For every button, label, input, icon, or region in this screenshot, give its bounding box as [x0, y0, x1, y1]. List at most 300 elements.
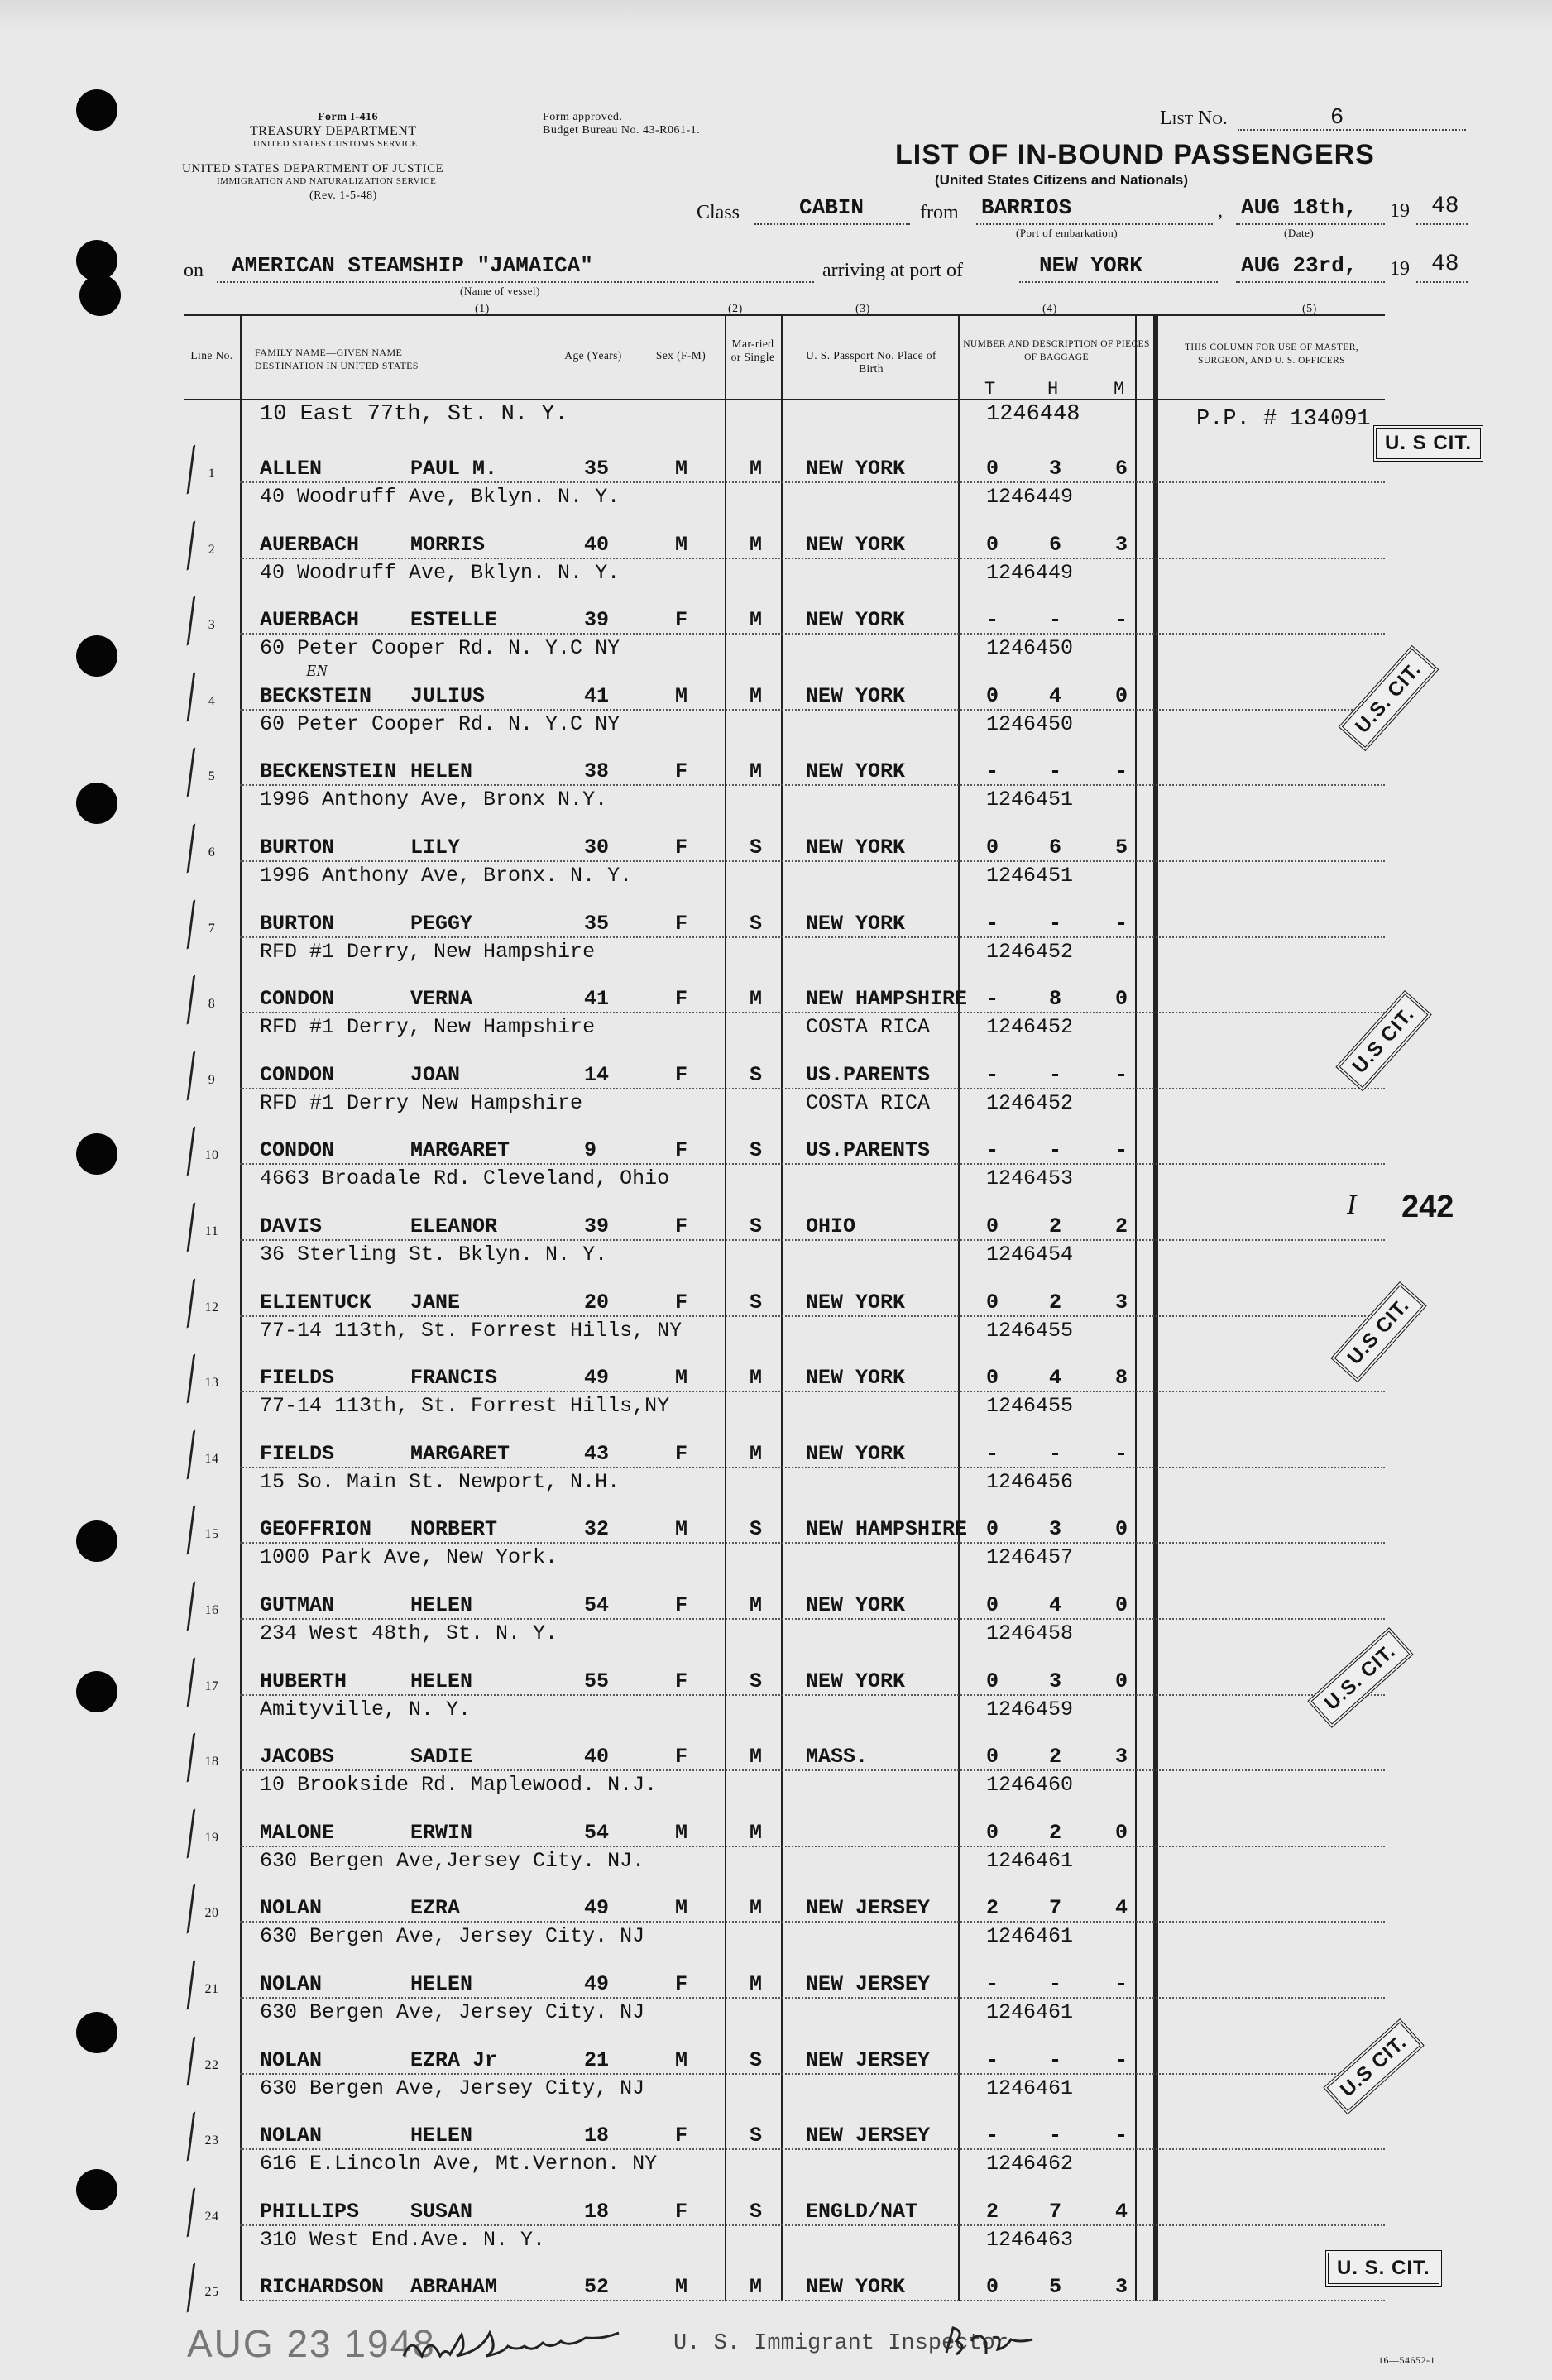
destination-address: 1000 Park Ave, New York. — [260, 1545, 558, 1570]
given-name: JOAN — [410, 1062, 461, 1087]
baggage-m: 3 — [1115, 532, 1128, 557]
arrival-year-prefix: 19 — [1390, 258, 1410, 280]
given-name: HELEN — [410, 1972, 473, 1996]
baggage-ticket: 1246461 — [986, 1924, 1074, 1949]
age: 41 — [584, 987, 610, 1012]
given-name: HELEN — [410, 2124, 473, 2148]
row-dotted-line — [240, 2073, 1385, 2075]
hdr-age: Age (Years) — [564, 349, 622, 362]
baggage-t: - — [986, 911, 999, 936]
baggage-m: - — [1115, 608, 1128, 633]
checkmark-icon: ╱ — [170, 1813, 207, 1856]
baggage-t: - — [986, 608, 999, 633]
family-name: PHILLIPS — [260, 2199, 360, 2224]
destination-address: 10 Brookside Rd. Maplewood. N.J. — [260, 1773, 658, 1798]
given-name: ERWIN — [410, 1820, 473, 1845]
birthplace: NEW YORK — [806, 1441, 906, 1466]
destination-address: 77-14 113th, St. Forrest Hills,NY — [260, 1394, 670, 1419]
hdr-h: H — [1047, 379, 1059, 400]
sex: M — [675, 457, 688, 481]
checkmark-icon: ╱ — [170, 601, 207, 644]
line-number: 19 — [204, 1830, 219, 1845]
row-dotted-line — [240, 2224, 1385, 2226]
birthplace: NEW YORK — [806, 683, 906, 708]
hdr-passport: U. S. Passport No. Place of Birth — [806, 349, 936, 375]
birthplace: NEW YORK — [806, 1593, 906, 1617]
col-num-4: (4) — [1042, 303, 1057, 315]
given-name: ABRAHAM — [410, 2275, 498, 2300]
birthplace: NEW JERSEY — [806, 1972, 931, 1996]
age: 9 — [584, 1138, 597, 1163]
age: 39 — [584, 1214, 610, 1238]
marital-status: M — [750, 1745, 763, 1769]
form-approved: Form approved. — [543, 111, 623, 123]
sex: F — [675, 2124, 688, 2148]
sex: M — [675, 1820, 688, 1845]
arrival-year: 48 — [1431, 251, 1459, 277]
class-line — [754, 223, 910, 225]
arrival-port: NEW YORK — [1039, 253, 1142, 278]
line-number: 15 — [204, 1527, 219, 1542]
sex: M — [675, 1366, 688, 1391]
baggage-h: 8 — [1049, 987, 1062, 1012]
arrival-date-stamp: AUG 23 1948 — [187, 2322, 436, 2365]
arrival-year-line — [1416, 281, 1468, 283]
destination-address: 77-14 113th, St. Forrest Hills, NY — [260, 1318, 683, 1343]
destination-address: 4663 Broadale Rd. Cleveland, Ohio — [260, 1166, 670, 1191]
family-name: NOLAN — [260, 2124, 323, 2148]
baggage-ticket: 1246451 — [986, 864, 1074, 888]
baggage-h: 7 — [1049, 2199, 1062, 2224]
given-name: HELEN — [410, 1669, 473, 1693]
line-number: 12 — [204, 1300, 219, 1315]
baggage-m: 2 — [1115, 1214, 1128, 1238]
class-label: Class — [697, 202, 740, 223]
birthplace: NEW YORK — [806, 759, 906, 784]
sex: F — [675, 987, 688, 1012]
birthplace: MASS. — [806, 1745, 869, 1769]
sail-year: 48 — [1431, 194, 1459, 219]
family-name: AUERBACH — [260, 532, 360, 557]
header-rule — [184, 399, 1385, 400]
binder-hole — [76, 2169, 117, 2210]
marital-status: S — [750, 836, 763, 860]
checkmark-icon: ╱ — [170, 2268, 207, 2311]
arriving-label: arriving at port of — [822, 260, 963, 281]
sex: M — [675, 2047, 688, 2072]
page-subtitle: (United States Citizens and Nationals) — [935, 172, 1189, 188]
col-num-5: (5) — [1302, 303, 1317, 315]
checkmark-icon: ╱ — [170, 1738, 207, 1781]
given-name: ESTELLE — [410, 608, 498, 633]
marital-status: M — [750, 1972, 763, 1996]
baggage-ticket: 1246452 — [986, 1015, 1074, 1040]
destination-address: 15 So. Main St. Newport, N.H. — [260, 1469, 620, 1494]
marital-status: M — [750, 1896, 763, 1921]
line-number: 2 — [208, 542, 216, 557]
birthplace: NEW YORK — [806, 608, 906, 633]
binder-hole — [76, 1520, 117, 1562]
baggage-m: 5 — [1115, 836, 1128, 860]
form-code: 16—54652-1 — [1378, 2354, 1435, 2366]
baggage-m: 0 — [1115, 987, 1128, 1012]
marital-status: M — [750, 532, 763, 557]
baggage-ticket: 1246452 — [986, 939, 1074, 964]
line-number: 17 — [204, 1678, 219, 1693]
birthplace: NEW JERSEY — [806, 2124, 931, 2148]
birthplace: US.PARENTS — [806, 1138, 931, 1163]
age: 20 — [584, 1290, 610, 1315]
checkmark-icon: ╱ — [170, 525, 207, 568]
baggage-h: 2 — [1049, 1214, 1062, 1238]
given-name: NORBERT — [410, 1517, 498, 1542]
sex: M — [675, 1896, 688, 1921]
arrival-date-line — [1236, 281, 1385, 283]
hdr-married: Mar-ried or Single — [730, 338, 775, 363]
row-dotted-line — [240, 1391, 1385, 1392]
given-name: SADIE — [410, 1745, 473, 1769]
baggage-h: 3 — [1049, 1669, 1062, 1693]
age: 38 — [584, 759, 610, 784]
baggage-ticket: 1246458 — [986, 1621, 1074, 1645]
row-dotted-line — [240, 1769, 1385, 1771]
baggage-t: 0 — [986, 1820, 999, 1845]
family-name: JACOBS — [260, 1745, 335, 1769]
year-prefix: 19 — [1390, 200, 1410, 222]
treasury-dept: TREASURY DEPARTMENT — [250, 124, 417, 138]
port-embark-caption: (Port of embarkation) — [1016, 227, 1118, 239]
row-dotted-line — [240, 558, 1385, 559]
baggage-ticket: 1246463 — [986, 2227, 1074, 2252]
marital-status: S — [750, 2124, 763, 2148]
baggage-m: - — [1115, 759, 1128, 784]
family-name: CONDON — [260, 1062, 335, 1087]
marital-status: M — [750, 2275, 763, 2300]
birthplace: NEW YORK — [806, 1669, 906, 1693]
top-address: 10 East 77th, St. N. Y. — [260, 402, 568, 427]
checkmark-icon: ╱ — [170, 2041, 207, 2084]
binder-hole — [76, 1133, 117, 1175]
checkmark-icon: ╱ — [170, 449, 207, 493]
row-dotted-line — [240, 860, 1385, 862]
baggage-ticket: 1246457 — [986, 1545, 1074, 1570]
baggage-t: 0 — [986, 1290, 999, 1315]
line-number: 4 — [208, 693, 216, 708]
baggage-ticket: 1246459 — [986, 1697, 1074, 1722]
checkmark-icon: ╱ — [170, 677, 207, 720]
form-number: Form I-416 — [318, 111, 379, 123]
destination-address: RFD #1 Derry New Hampshire — [260, 1090, 583, 1115]
inspector-initials — [941, 2316, 1041, 2366]
from-value: BARRIOS — [981, 195, 1072, 220]
class-value: CABIN — [799, 195, 865, 220]
line-number: 20 — [204, 1906, 219, 1921]
given-name: PEGGY — [410, 911, 473, 936]
hdr-t: T — [984, 379, 996, 400]
marital-status: M — [750, 683, 763, 708]
marital-status: S — [750, 1669, 763, 1693]
checkmark-icon: ╱ — [170, 1586, 207, 1630]
birthplace: OHIO — [806, 1214, 856, 1238]
given-name: MARGARET — [410, 1138, 510, 1163]
inspector-label: U. S. Immigrant Inspector — [673, 2331, 1009, 2356]
baggage-ticket: 1246454 — [986, 1243, 1074, 1267]
baggage-m: - — [1115, 911, 1128, 936]
family-name: ELIENTUCK — [260, 1290, 372, 1315]
baggage-m: - — [1115, 1138, 1128, 1163]
margin-number: 242 — [1401, 1190, 1454, 1224]
family-name: HUBERTH — [260, 1669, 347, 1693]
birthplace-note: COSTA RICA — [806, 1015, 931, 1040]
hdr-sex: Sex (F-M) — [655, 349, 707, 362]
list-no-line — [1238, 129, 1466, 131]
binder-hole — [76, 2012, 117, 2053]
baggage-t: 0 — [986, 457, 999, 481]
given-name: MARGARET — [410, 1441, 510, 1466]
given-name: HELEN — [410, 1593, 473, 1617]
age: 54 — [584, 1593, 610, 1617]
age: 18 — [584, 2124, 610, 2148]
age: 54 — [584, 1820, 610, 1845]
baggage-ticket: 1246456 — [986, 1469, 1074, 1494]
marital-status: M — [750, 1820, 763, 1845]
destination-address: RFD #1 Derry, New Hampshire — [260, 939, 596, 964]
us-cit-stamp: U. S. CIT. — [1325, 2250, 1442, 2287]
baggage-t: 2 — [986, 1896, 999, 1921]
margin-tick: I — [1347, 1190, 1357, 1220]
destination-address: 630 Bergen Ave, Jersey City. NJ — [260, 1924, 645, 1949]
marital-status: M — [750, 608, 763, 633]
given-name: MORRIS — [410, 532, 486, 557]
baggage-h: 4 — [1049, 683, 1062, 708]
birthplace: ENGLD/NAT — [806, 2199, 918, 2224]
baggage-ticket: 1246452 — [986, 1090, 1074, 1115]
destination-address: 1996 Anthony Ave, Bronx N.Y. — [260, 788, 608, 812]
comma: , — [1218, 200, 1223, 222]
sex: F — [675, 1593, 688, 1617]
family-name: BECKENSTEIN — [260, 759, 397, 784]
age: 21 — [584, 2047, 610, 2072]
family-name: GEOFFRION — [260, 1517, 372, 1542]
marital-status: S — [750, 1062, 763, 1087]
marital-status: M — [750, 1441, 763, 1466]
given-name: JULIUS — [410, 683, 486, 708]
hdr-line-no: Line No. — [190, 349, 233, 362]
family-name: AUERBACH — [260, 608, 360, 633]
arrival-date: AUG 23rd, — [1241, 253, 1358, 278]
binder-hole — [76, 783, 117, 824]
inspector-signature — [397, 2323, 670, 2373]
family-name: FIELDS — [260, 1366, 335, 1391]
row-dotted-line — [240, 1012, 1385, 1013]
baggage-m: - — [1115, 1441, 1128, 1466]
vessel-name: AMERICAN STEAMSHIP "JAMAICA" — [232, 253, 593, 278]
age: 40 — [584, 1745, 610, 1769]
date-line — [1236, 223, 1385, 225]
baggage-h: 4 — [1049, 1593, 1062, 1617]
baggage-t: - — [986, 987, 999, 1012]
age: 18 — [584, 2199, 610, 2224]
birthplace: NEW YORK — [806, 1290, 906, 1315]
line-number: 3 — [208, 618, 216, 633]
baggage-m: 3 — [1115, 2275, 1128, 2300]
justice-dept: UNITED STATES DEPARTMENT OF JUSTICE — [182, 162, 444, 175]
from-label: from — [920, 202, 959, 223]
baggage-t: 0 — [986, 1669, 999, 1693]
baggage-t: - — [986, 1441, 999, 1466]
sex: F — [675, 759, 688, 784]
on-label: on — [184, 260, 204, 281]
given-name: EZRA Jr — [410, 2047, 498, 2072]
destination-address: Amityville, N. Y. — [260, 1697, 472, 1722]
destination-address: 1996 Anthony Ave, Bronx. N. Y. — [260, 864, 633, 888]
birthplace: NEW YORK — [806, 532, 906, 557]
baggage-m: 4 — [1115, 2199, 1128, 2224]
line-number: 21 — [204, 1982, 219, 1996]
line-number: 14 — [204, 1451, 219, 1466]
baggage-t: - — [986, 2124, 999, 2148]
customs-service: UNITED STATES CUSTOMS SERVICE — [253, 139, 418, 149]
line-number: 9 — [208, 1072, 216, 1087]
binder-hole — [79, 275, 121, 316]
destination-address: RFD #1 Derry, New Hampshire — [260, 1015, 596, 1040]
row-dotted-line — [240, 1088, 1385, 1089]
family-name: RICHARDSON — [260, 2275, 385, 2300]
family-name: BURTON — [260, 911, 335, 936]
row-dotted-line — [240, 2148, 1385, 2150]
us-cit-stamp: U.S. CIT. — [1339, 645, 1439, 751]
baggage-h: - — [1049, 1062, 1062, 1087]
line-number: 22 — [204, 2057, 219, 2072]
checkmark-icon: ╱ — [170, 980, 207, 1023]
marital-status: S — [750, 2199, 763, 2224]
sex: F — [675, 1745, 688, 1769]
baggage-ticket: 1246461 — [986, 1848, 1074, 1873]
baggage-t: 0 — [986, 532, 999, 557]
row-dotted-line — [240, 1618, 1385, 1620]
checkmark-icon: ╱ — [170, 1511, 207, 1554]
sex: M — [675, 1517, 688, 1542]
baggage-h: - — [1049, 1441, 1062, 1466]
marital-status: S — [750, 1138, 763, 1163]
family-name: GUTMAN — [260, 1593, 335, 1617]
marital-status: S — [750, 1517, 763, 1542]
birthplace: NEW YORK — [806, 911, 906, 936]
binder-hole — [76, 89, 117, 131]
destination-address: 40 Woodruff Ave, Bklyn. N. Y. — [260, 560, 620, 585]
sex: F — [675, 608, 688, 633]
date-caption: (Date) — [1284, 227, 1315, 239]
page-title: LIST OF IN-BOUND PASSENGERS — [895, 139, 1375, 170]
list-no-label: List No. — [1160, 108, 1228, 129]
age: 14 — [584, 1062, 610, 1087]
baggage-t: 0 — [986, 1214, 999, 1238]
us-cit-stamp: U.S CIT. — [1335, 990, 1432, 1092]
sex: M — [675, 2275, 688, 2300]
baggage-h: 4 — [1049, 1366, 1062, 1391]
row-dotted-line — [240, 1239, 1385, 1241]
birthplace: US.PARENTS — [806, 1062, 931, 1087]
baggage-h: - — [1049, 2124, 1062, 2148]
checkmark-icon: ╱ — [170, 1132, 207, 1175]
given-name: FRANCIS — [410, 1366, 498, 1391]
baggage-h: - — [1049, 608, 1062, 633]
hdr-baggage: NUMBER AND DESCRIPTION OF PIECES OF BAGGAGE — [963, 339, 1150, 362]
baggage-ticket: 1246453 — [986, 1166, 1074, 1191]
checkmark-icon: ╱ — [170, 2117, 207, 2160]
line-number: 24 — [204, 2209, 219, 2224]
col-divider — [1157, 316, 1158, 2301]
line-number: 25 — [204, 2285, 219, 2300]
destination-address: 60 Peter Cooper Rd. N. Y.C NY — [260, 636, 620, 661]
baggage-ticket: 1246455 — [986, 1318, 1074, 1343]
line-number: 18 — [204, 1755, 219, 1769]
family-name: CONDON — [260, 987, 335, 1012]
baggage-m: - — [1115, 1972, 1128, 1996]
given-name: LILY — [410, 836, 461, 860]
line-number: 1 — [208, 467, 216, 481]
col-num-3: (3) — [855, 303, 870, 315]
baggage-h: 2 — [1049, 1820, 1062, 1845]
given-name: EZRA — [410, 1896, 461, 1921]
given-name: SUSAN — [410, 2199, 473, 2224]
given-name: JANE — [410, 1290, 461, 1315]
destination-address: 630 Bergen Ave,Jersey City. NJ. — [260, 1848, 645, 1873]
family-name: BURTON — [260, 836, 335, 860]
arrival-port-line — [1019, 281, 1218, 283]
scan-edge — [0, 0, 1552, 33]
baggage-m: 0 — [1115, 683, 1128, 708]
baggage-h: - — [1049, 759, 1062, 784]
baggage-ticket: 1246461 — [986, 2076, 1074, 2100]
sex: F — [675, 836, 688, 860]
birthplace: NEW JERSEY — [806, 1896, 931, 1921]
age: 52 — [584, 2275, 610, 2300]
sex: F — [675, 1972, 688, 1996]
baggage-t: - — [986, 1062, 999, 1087]
baggage-ticket: 1246462 — [986, 2152, 1074, 2176]
vessel-line — [217, 281, 814, 283]
given-name: VERNA — [410, 987, 473, 1012]
marital-status: M — [750, 1366, 763, 1391]
baggage-ticket: 1246449 — [986, 560, 1074, 585]
baggage-m: 3 — [1115, 1745, 1128, 1769]
hdr-m: M — [1114, 379, 1125, 400]
baggage-ticket: 1246450 — [986, 636, 1074, 661]
row-dotted-line — [240, 1163, 1385, 1165]
family-name: NOLAN — [260, 1972, 323, 1996]
col-divider — [958, 316, 960, 2301]
marital-status: M — [750, 987, 763, 1012]
baggage-m: 0 — [1115, 1593, 1128, 1617]
baggage-m: 6 — [1115, 457, 1128, 481]
checkmark-icon: ╱ — [170, 2192, 207, 2235]
birthplace-note: COSTA RICA — [806, 1090, 931, 1115]
birthplace: NEW YORK — [806, 2275, 906, 2300]
marital-status: S — [750, 2047, 763, 2072]
row-dotted-line — [240, 481, 1385, 483]
given-name: ELEANOR — [410, 1214, 498, 1238]
us-cit-stamp: U. S CIT. — [1373, 425, 1483, 462]
col-num-2: (2) — [728, 303, 743, 315]
baggage-h: 3 — [1049, 457, 1062, 481]
baggage-h: 6 — [1049, 532, 1062, 557]
sex: M — [675, 683, 688, 708]
age: 40 — [584, 532, 610, 557]
family-name: BECKSTEIN — [260, 683, 372, 708]
destination-address: 40 Woodruff Ave, Bklyn. N. Y. — [260, 485, 620, 509]
baggage-h: 5 — [1049, 2275, 1062, 2300]
